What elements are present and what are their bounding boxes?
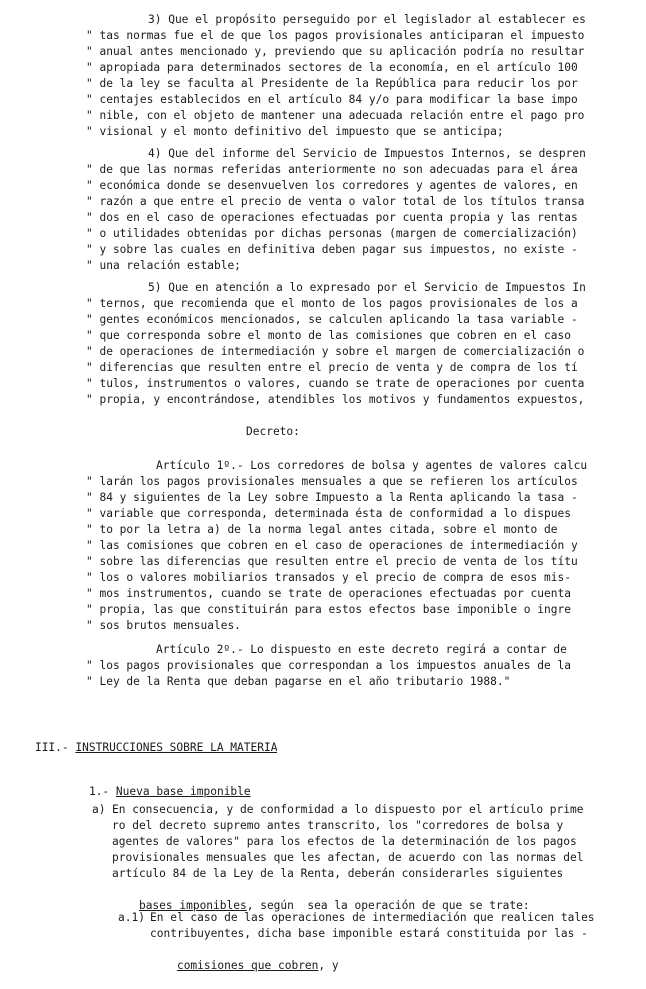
para4-line: " y sobre las cuales en definitiva deben pagar sus impuestos, no existe - [86, 243, 578, 256]
para5-line: " diferencias que resulten entre el precio de venta y de compra de los tí [86, 361, 578, 374]
para4-line: " una relación estable; [86, 259, 241, 272]
article-1-line: " larán los pagos provisionales mensuales a que se refieren los artículos [86, 475, 578, 488]
article-1-line: " to por la letra a) de la norma legal antes citada, sobre el monto de [86, 523, 558, 536]
article-2-line: " Ley de la Renta que deban pagarse en el año tributario 1988." [86, 675, 511, 688]
comisiones-text: comisiones que cobren [176, 958, 319, 972]
para4-line: " razón a que entre el precio de venta o valor total de los títulos transa [86, 195, 585, 208]
article-1-line: " mos instrumentos, cuando se trate de operaciones efectuadas por cuenta [86, 587, 571, 600]
para4-line: " dos en el caso de operaciones efectuadas por cuenta propia y las rentas [86, 211, 578, 224]
para3-line: " apropiada para determinados sectores de la economía, en el artículo 100 [86, 61, 578, 74]
item-a-line: En consecuencia, y de conformidad a lo dispuesto por el artículo prime [112, 803, 584, 816]
para4-line: " de que las normas referidas anteriormente no son adecuadas para el área [86, 163, 578, 176]
article-1-line: Artículo 1º.- Los corredores de bolsa y agentes de valores calcu [156, 459, 588, 472]
article-1-line: " sobre las diferencias que resulten entre el precio de venta de los títu [86, 555, 578, 568]
para3-line: " tas normas fue el de que los pagos provisionales anticiparan el impuesto [86, 29, 585, 42]
item-a-line: artículo 84 de la Ley de la Renta, deberán considerarles siguientes [112, 867, 564, 880]
para5-line: " que corresponda sobre el monto de las comisiones que cobren en el caso [86, 329, 571, 342]
para3-line: " nible, con el objeto de mantener una adecuada relación entre el pago pro [86, 109, 585, 122]
item-a-marker: a) [92, 803, 106, 816]
article-1-line: " 84 y siguientes de la Ley sobre Impuesto a la Renta aplicando la tasa - [86, 491, 578, 504]
para4-line: " económica donde se desenvuelven los corredores y agentes de valores, en [86, 179, 578, 192]
item-a-line-rest: , según sea la operación de que se trate: [246, 898, 530, 912]
subsection-title: Nueva base imponible [115, 784, 251, 798]
para5-line: " propia, y encontrándose, atendibles los motivos y fundamentos expuestos, [86, 393, 585, 406]
para5-line: 5) Que en atención a lo expresado por el Servicio de Impuestos In [148, 281, 586, 294]
para3-line: " de la ley se faculta al Presidente de la República para reducir los por [86, 77, 578, 90]
para4-line: " o utilidades obtenidas por dichas personas (margen de comercialización) [86, 227, 578, 240]
section-title: INSTRUCCIONES SOBRE LA MATERIA [75, 740, 278, 754]
item-a-line: agentes de valores" para los efectos de la determinación de los pagos [112, 835, 577, 848]
article-1-line: " los o valores mobiliarios transados y el precio de compra de esos mis- [86, 571, 571, 584]
para5-line: " gentes económicos mencionados, se calculen aplicando la tasa variable - [86, 313, 578, 326]
para5-line: " ternos, que recomienda que el monto de los pagos provisionales de los a [86, 297, 578, 310]
para3-line: 3) Que el propósito perseguido por el legislador al establecer es [148, 13, 586, 26]
bases-imponibles-text: bases imponibles [138, 898, 247, 912]
article-2-line: Artículo 2º.- Lo dispuesto en este decreto regirá a contar de [156, 643, 567, 656]
subsection-number: 1.- [88, 784, 110, 798]
para3-line: " centajes establecidos en el artículo 84 y/o para modificar la base impo [86, 93, 578, 106]
item-a1-marker: a.1) [118, 911, 145, 924]
article-1-line: " las comisiones que cobren en el caso de operaciones de intermediación y [86, 539, 578, 552]
item-a1-line [150, 942, 339, 989]
article-1-line: " variable que corresponda, determinada ésta de conformidad a lo dispues [86, 507, 571, 520]
article-2-line: " los pagos provisionales que correspondan a los impuestos anuales de la [86, 659, 571, 672]
item-a-line: ro del decreto supremo antes transcrito, los "corredores de bolsa y [112, 819, 564, 832]
para3-line: " anual antes mencionado y, previendo que su aplicación podría no resultar [86, 45, 585, 58]
para4-line: 4) Que del informe del Servicio de Impuestos Internos, se despren [148, 147, 586, 160]
article-1-line: " propia, las que constituirán para estos efectos base imponible o ingre [86, 603, 571, 616]
para3-line: " visional y el monto definitivo del impuesto que se anticipa; [86, 125, 504, 138]
para5-line: " tulos, instrumentos o valores, cuando se trate de operaciones por cuenta [86, 377, 585, 390]
section-heading [8, 724, 277, 771]
article-1-line: " sos brutos mensuales. [86, 619, 241, 632]
para5-line: " de operaciones de intermediación y sobre el margen de comercialización o [86, 345, 585, 358]
item-a-line: provisionales mensuales que les afectan, de acuerdo con las normas del [112, 851, 584, 864]
item-a1-line-rest: , y [318, 958, 339, 972]
decreto-heading: Decreto: [246, 425, 300, 438]
item-a1-line: contribuyentes, dicha base imponible estará constituida por las - [150, 927, 588, 940]
section-number: III.- [34, 740, 69, 754]
item-a1-line: En el caso de las operaciones de intermediación que realicen tales [150, 911, 595, 924]
